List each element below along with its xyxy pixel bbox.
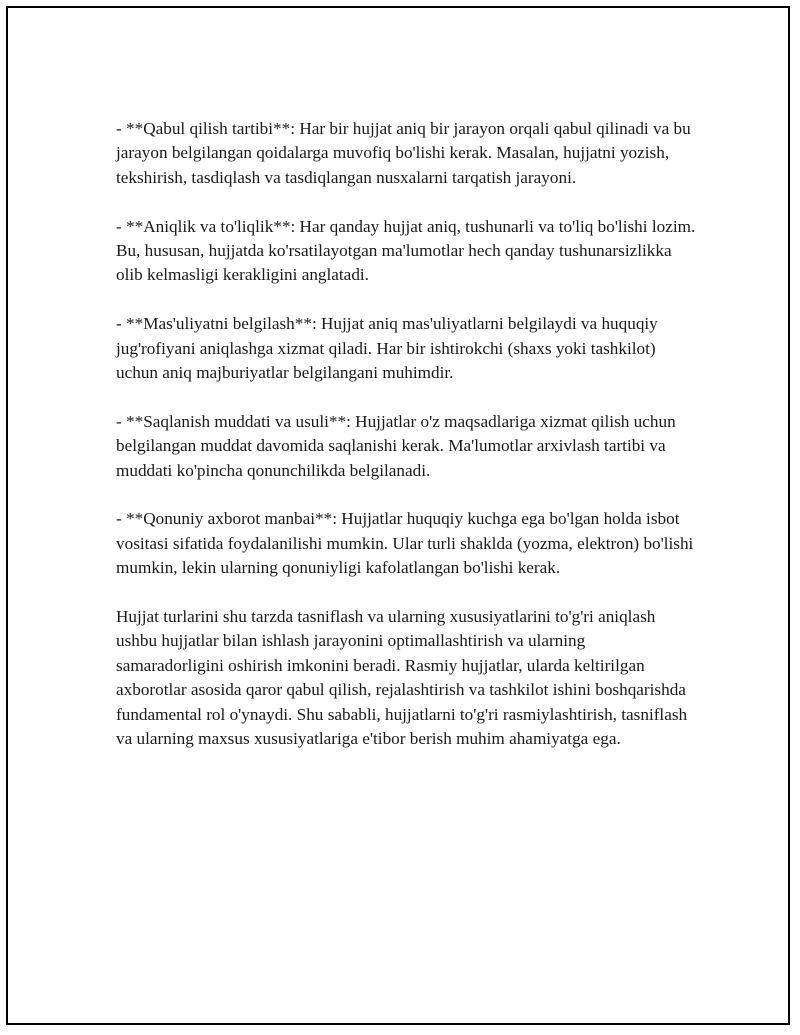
paragraph-aniqlik-va-toliqlik: - **Aniqlik va to'liqlik**: Har qanday hujjat aniq, tushunarli va to'liq bo'lishi lozim. Bu, hususan, hujjatda ko'rsatilayotgan ma'lumotlar hech qanday tushunarsizlikka olib kelmasligi kerakligini anglatadi.: [116, 216, 696, 285]
paragraph-masuliyatni-belgilash: - **Mas'uliyatni belgilash**: Hujjat aniq mas'uliyatlarni belgilaydi va huquqiy jug'rofiyani aniqlashga xizmat qiladi. Har bir ishtirokchi (shaxs yoki tashkilot) uchun aniq majburiyatlar belgilangani muhimdir.: [116, 314, 658, 383]
paragraph-qabul-qilish-tartibi: - **Qabul qilish tartibi**: Har bir hujjat aniq bir jarayon orqali qabul qilinadi va bu jarayon belgilangan qoidalarga muvofiq bo'lishi kerak. Masalan, hujjatni yozish, tekshirish, tasdiqlash va tasdiqlangan nusxalarni tarqatish jarayoni.: [116, 119, 691, 187]
paragraph-conclusion: Hujjat turlarini shu tarzda tasniflash va ularning xususiyatlarini to'g'ri aniqlash ushbu hujjatlar bilan ishlash jarayonini optimallashtirish va ularning samaradorligini oshirish imkonini beradi. Rasmiy hujjatlar, ularda keltirilgan axborotlar asosida qaror qabul qilish, rejalashtirish va tashkilot ishini boshqarishda fundamental rol o'ynaydi. Shu sababli, hujjatlarni to'g'ri rasmiylashtirish, tasniflash va ularning maxsus xususiyatlariga e'tibor berish muhim ahamiyatga ega.: [116, 607, 688, 749]
document-body: [116, 117, 696, 751]
paragraph-saqlanish-muddati: - **Saqlanish muddati va usuli**: Hujjatlar o'z maqsadlariga xizmat qilish uchun belgilangan muddat davomida saqlanishi kerak. Ma'lumotlar arxivlash tartibi va muddati ko'pincha qonunchilikda belgilanadi.: [116, 411, 676, 480]
paragraph-qonuniy-axborot-manbai: - **Qonuniy axborot manbai**: Hujjatlar huquqiy kuchga ega bo'lgan holda isbot vositasi sifatida foydalanilishi mumkin. Ular turli shaklda (yozma, elektron) bo'lishi mumkin, lekin ularning qonuniyligi kafolatlangan bo'lishi kerak.: [116, 509, 694, 578]
